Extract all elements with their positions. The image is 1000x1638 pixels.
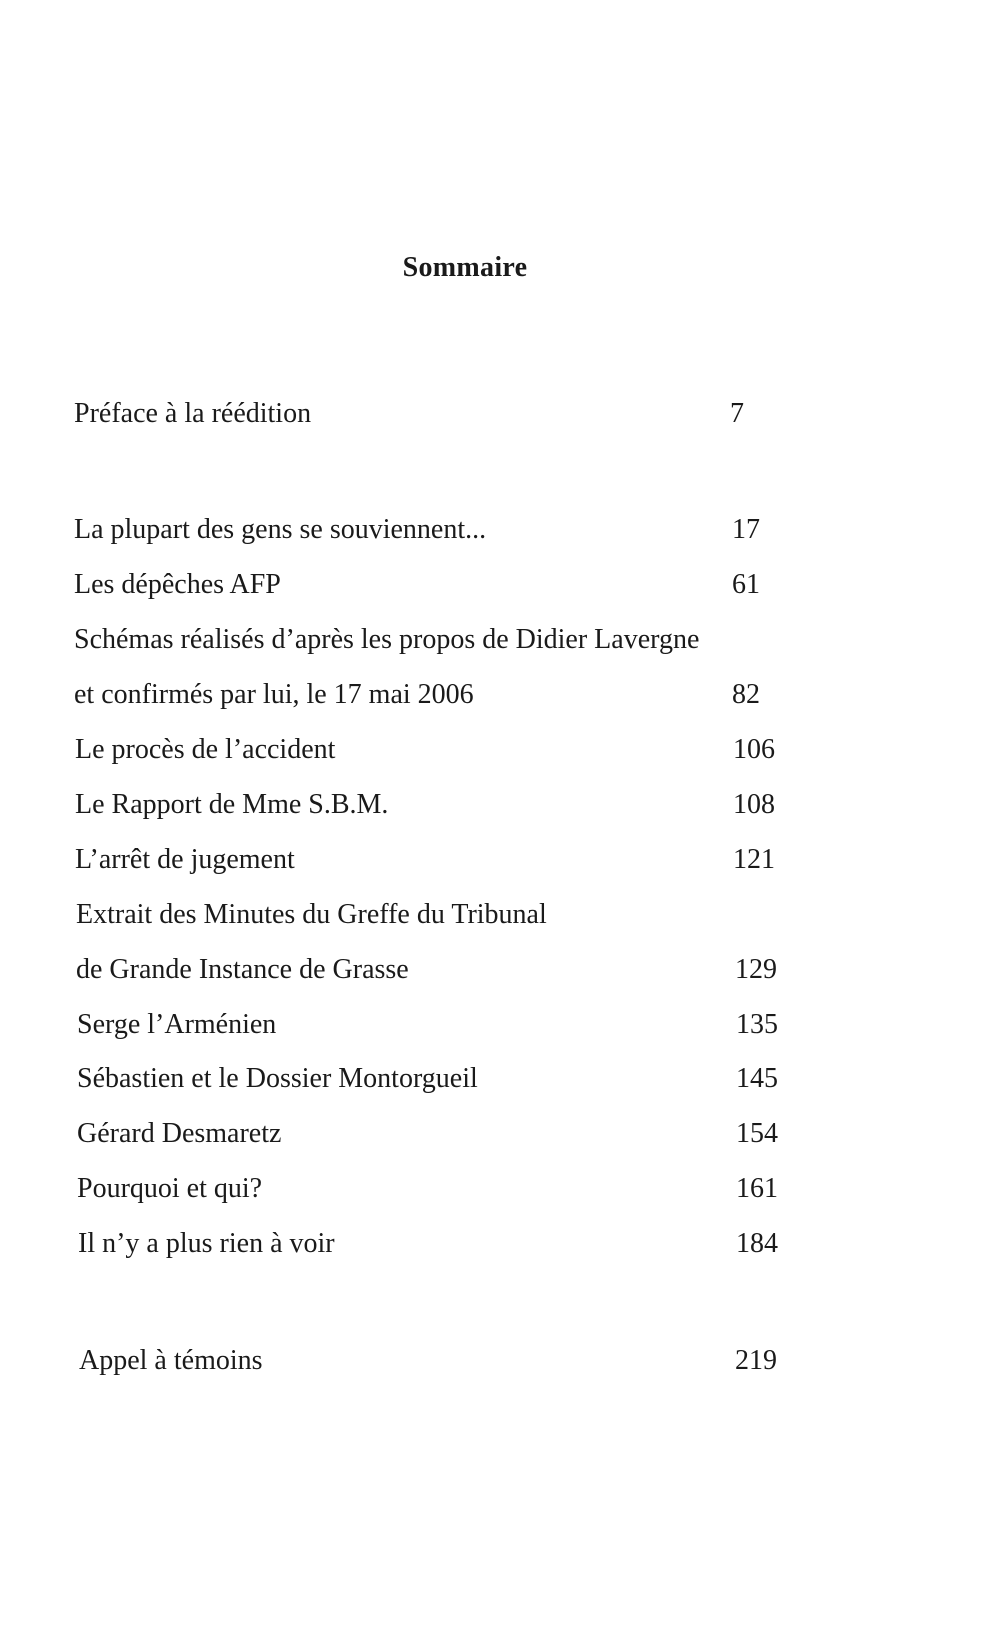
toc-entry-page: 184 [736,1228,778,1259]
toc-entry-page: 161 [736,1173,778,1204]
toc-entry [74,394,804,434]
toc-entry [79,1341,809,1381]
toc-entry-title: Pourquoi et qui? [77,1173,263,1204]
toc-entry-title: Schémas réalisés d’après les propos de Didier Lavergne [74,624,700,655]
toc-entry [75,785,805,825]
toc-entry-page: 108 [733,789,775,820]
toc-entry-page: 145 [736,1063,778,1094]
toc-entry-page: 106 [733,734,775,765]
toc-entry-title: L’arrêt de jugement [75,844,295,875]
toc-entry-title: Les dépêches AFP [74,569,281,600]
toc-entry [76,895,806,935]
toc-entry [74,675,804,715]
toc-entry-title: Extrait des Minutes du Greffe du Tribunal [76,899,547,930]
toc-entry-title: Appel à témoins [79,1345,263,1376]
toc-entry-title: La plupart des gens se souviennent... [74,514,487,545]
toc-entry [78,1224,808,1264]
toc-entry [76,950,806,990]
toc-entry-page: 135 [736,1009,778,1040]
toc-entry-title: Serge l’Arménien [77,1009,277,1040]
toc-entry [77,1059,807,1099]
toc-entry-title: Il n’y a plus rien à voir [78,1228,335,1259]
toc-entry-title: et confirmés par lui, le 17 mai 2006 [74,679,474,710]
toc-entry [77,1005,807,1045]
toc-entry [77,1114,807,1154]
toc-entry-title: Préface à la réédition [74,398,312,429]
toc-entry [74,565,804,605]
page-title: Sommaire [402,252,528,283]
toc-entry-title: Le procès de l’accident [75,734,336,765]
toc-entry-title: Sébastien et le Dossier Montorgueil [77,1063,478,1094]
toc-entry-title: Gérard Desmaretz [77,1118,282,1149]
toc-entry-page: 61 [732,569,760,600]
toc-entry-page: 7 [730,398,744,429]
toc-entry-page: 219 [735,1345,777,1376]
toc-entry [74,620,804,660]
toc-entry-page: 121 [733,844,775,875]
toc-entry [74,510,804,550]
toc-entry-page: 17 [732,514,760,545]
toc-entry [75,840,805,880]
toc-entry-page: 154 [736,1118,778,1149]
toc-entry-title: de Grande Instance de Grasse [76,954,409,985]
toc-entry-title: Le Rapport de Mme S.B.M. [75,789,389,820]
toc-entry-page: 82 [732,679,760,710]
toc-entry-page: 129 [735,954,777,985]
toc-entry [77,1169,807,1209]
toc-entry [75,730,805,770]
